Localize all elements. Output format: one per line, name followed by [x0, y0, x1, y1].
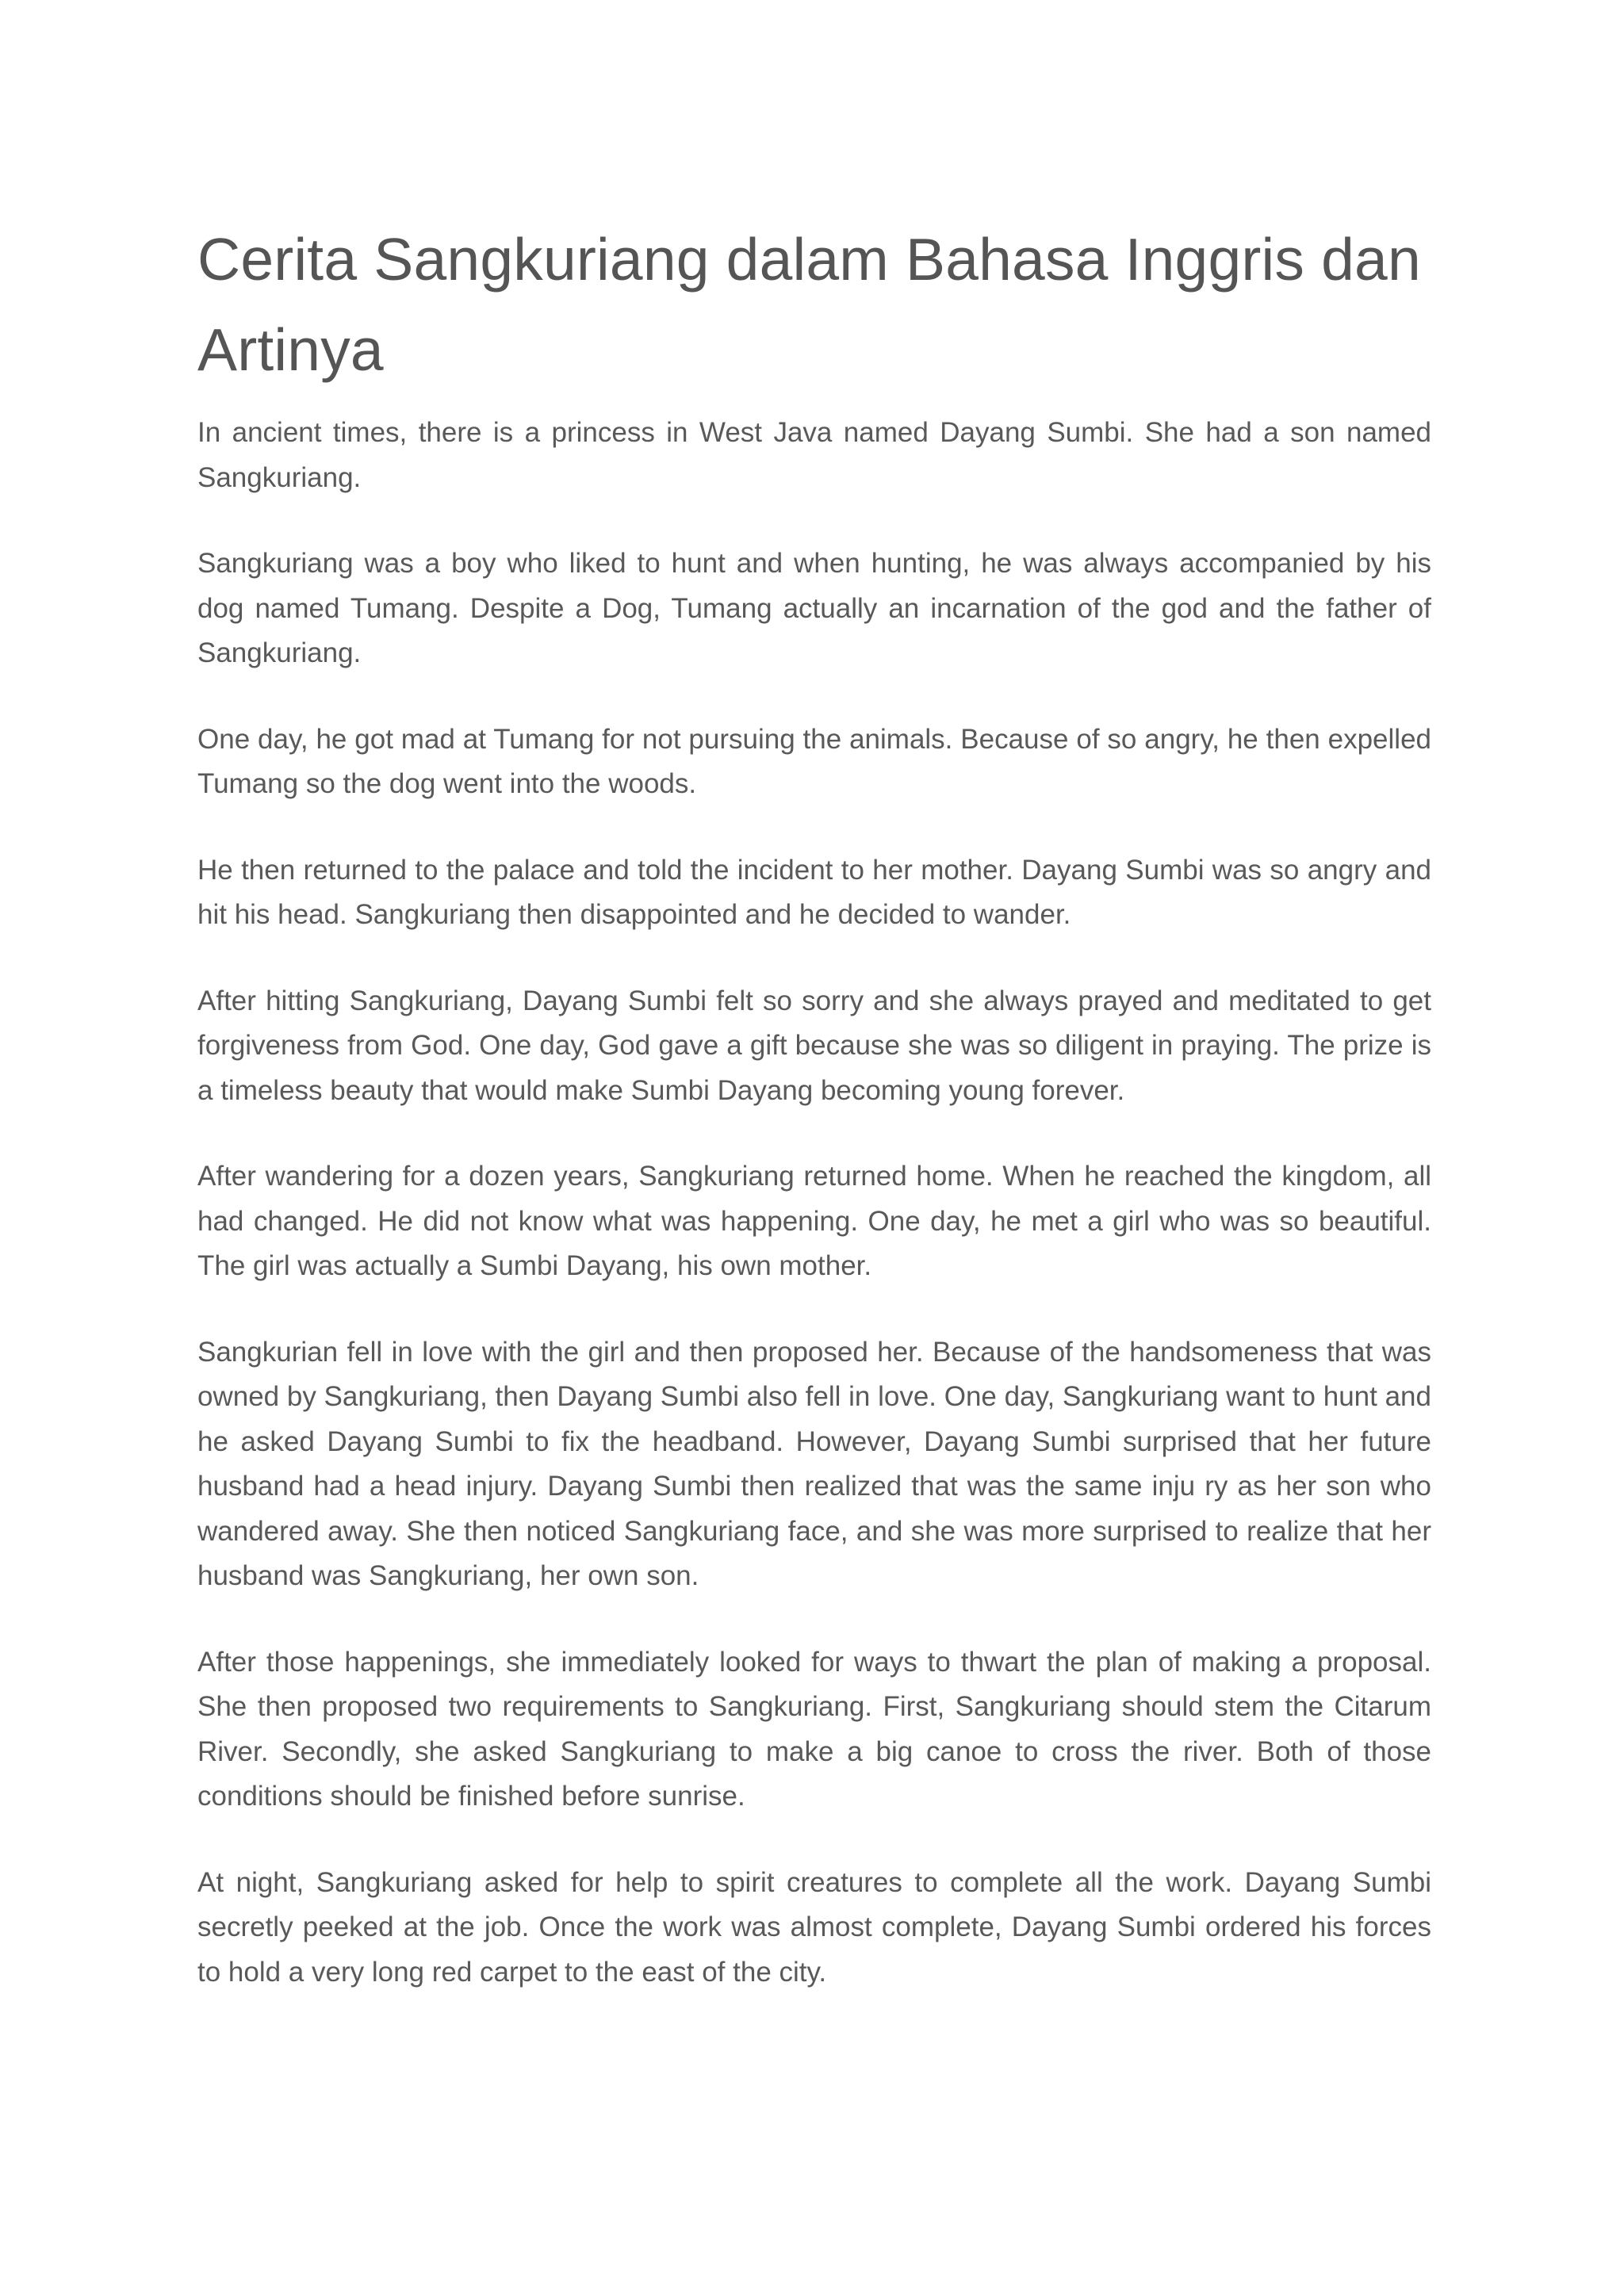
document-title: Cerita Sangkuriang dalam Bahasa Inggris dan Artinya: [197, 226, 1421, 383]
paragraph-1: In ancient times, there is a princess in West Java named Dayang Sumbi. She had a son named Sangkuriang.: [197, 417, 1431, 493]
paragraph-9: At night, Sangkuriang asked for help to spirit creatures to complete all the work. Dayang Sumbi secretly peeked at the job. Once the work was almost complete, Dayang Sumbi ordered his forces to hold a very long red carpet to the east of the city.: [197, 1866, 1431, 1988]
paragraph-5: After hitting Sangkuriang, Dayang Sumbi felt so sorry and she always prayed and meditated to get forgiveness from God. One day, God gave a gift because she was so diligent in praying. The prize is a timeless beauty that would make Sumbi Dayang becoming young forever.: [197, 985, 1431, 1106]
paragraph-7: Sangkurian fell in love with the girl and then proposed her. Because of the handsomeness that was owned by Sangkuriang, then Dayang Sumbi also fell in love. One day, Sangkuriang want to hunt and he asked Dayang Sumbi to fix the headband. However, Dayang Sumbi surprised that her future husband had a head injury. Dayang Sumbi then realized that was the same inju ry as her son who wandered away. She then noticed Sangkuriang face, and she was more surprised to realize that her husband was Sangkuriang, her own son.: [197, 1336, 1431, 1591]
document-body: [197, 411, 1431, 1995]
paragraph-8: After those happenings, she immediately looked for ways to thwart the plan of making a proposal. She then proposed two requirements to Sangkuriang. First, Sangkuriang should stem the Citarum River. Secondly, she asked Sangkuriang to make a big canoe to cross the river. Both of those conditions should be finished before sunrise.: [197, 1646, 1431, 1812]
paragraph-3: One day, he got mad at Tumang for not pursuing the animals. Because of so angry, he then expelled Tumang so the dog went into the woods.: [197, 723, 1431, 799]
document-page: [197, 214, 1431, 2036]
paragraph-6: After wandering for a dozen years, Sangkuriang returned home. When he reached the kingdom, all had changed. He did not know what was happening. One day, he met a girl who was so beautiful. The girl was actually a Sumbi Dayang, his own mother.: [197, 1161, 1431, 1281]
paragraph-4: He then returned to the palace and told the incident to her mother. Dayang Sumbi was so angry and hit his head. Sangkuriang then disappointed and he decided to wander.: [197, 854, 1431, 930]
paragraph-2: Sangkuriang was a boy who liked to hunt and when hunting, he was always accompanied by his dog named Tumang. Despite a Dog, Tumang actually an incarnation of the god and the father of Sangkuriang.: [197, 548, 1431, 668]
